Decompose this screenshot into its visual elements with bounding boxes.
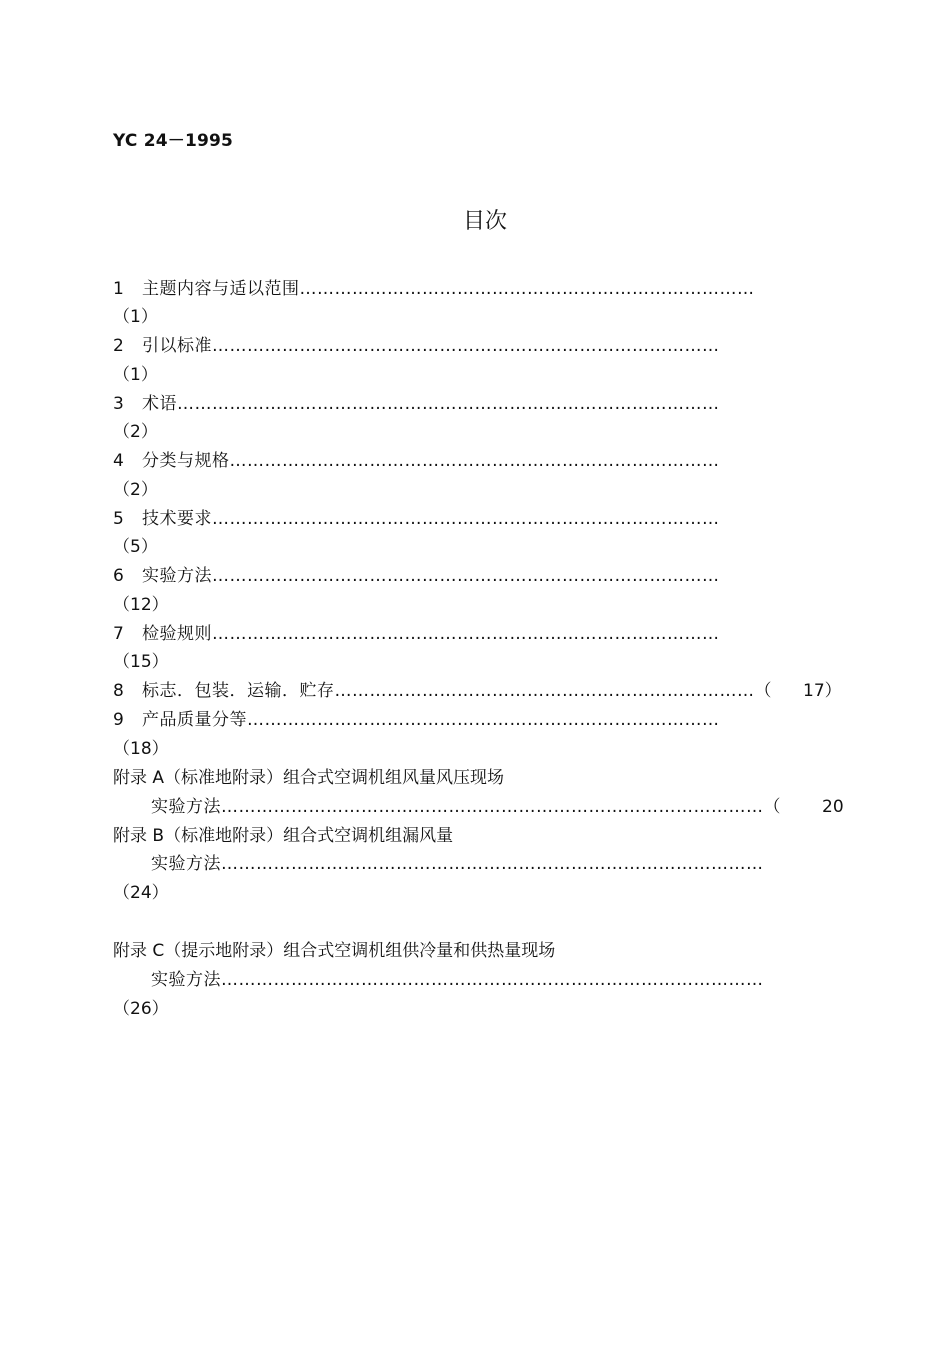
toc-page-7: （15）	[113, 652, 169, 672]
toc-entry-appendix-a-cont: 实验方法…………………………………………………………………………………（	[151, 797, 781, 817]
toc-entry-appendix-c-cont: 实验方法…………………………………………………………………………………	[151, 970, 764, 990]
toc-title: 目次	[462, 209, 507, 234]
toc-page-appendix-c: （26）	[113, 999, 169, 1019]
toc-entry-7: 7 检验规则……………………………………………………………………………	[113, 624, 720, 644]
toc-entry-appendix-a: 附录 A（标准地附录）组合式空调机组风量风压现场	[113, 768, 505, 788]
toc-page-5: （5）	[113, 537, 158, 557]
toc-entry-6: 6 实验方法……………………………………………………………………………	[113, 566, 720, 586]
toc-page-2: （1）	[113, 365, 158, 385]
toc-entry-appendix-b: 附录 B（标准地附录）组合式空调机组漏风量	[113, 826, 454, 846]
toc-page-9: （18）	[113, 739, 169, 759]
toc-entry-5: 5 技术要求……………………………………………………………………………	[113, 509, 720, 529]
toc-page-8: 17）	[803, 681, 842, 701]
toc-entry-9: 9 产品质量分等………………………………………………………………………	[113, 710, 720, 730]
document-code: YC 24－1995	[113, 131, 234, 151]
toc-page-1: （1）	[113, 307, 158, 327]
toc-entry-appendix-b-cont: 实验方法…………………………………………………………………………………	[151, 854, 764, 874]
toc-entry-2: 2 引以标准……………………………………………………………………………	[113, 336, 720, 356]
toc-page-3: （2）	[113, 422, 158, 442]
toc-page-appendix-b: （24）	[113, 883, 169, 903]
toc-page-6: （12）	[113, 595, 169, 615]
toc-entry-3: 3 术语…………………………………………………………………………………	[113, 394, 720, 414]
toc-entry-4: 4 分类与规格…………………………………………………………………………	[113, 451, 720, 471]
toc-entry-appendix-c: 附录 C（提示地附录）组合式空调机组供冷量和供热量现场	[113, 941, 556, 961]
toc-entry-1: 1 主题内容与适以范围……………………………………………………………………	[113, 279, 755, 299]
toc-entry-8: 8 标志．包装．运输．贮存………………………………………………………………（	[113, 681, 773, 701]
toc-page-appendix-a: 20	[822, 797, 844, 817]
toc-page-4: （2）	[113, 480, 158, 500]
